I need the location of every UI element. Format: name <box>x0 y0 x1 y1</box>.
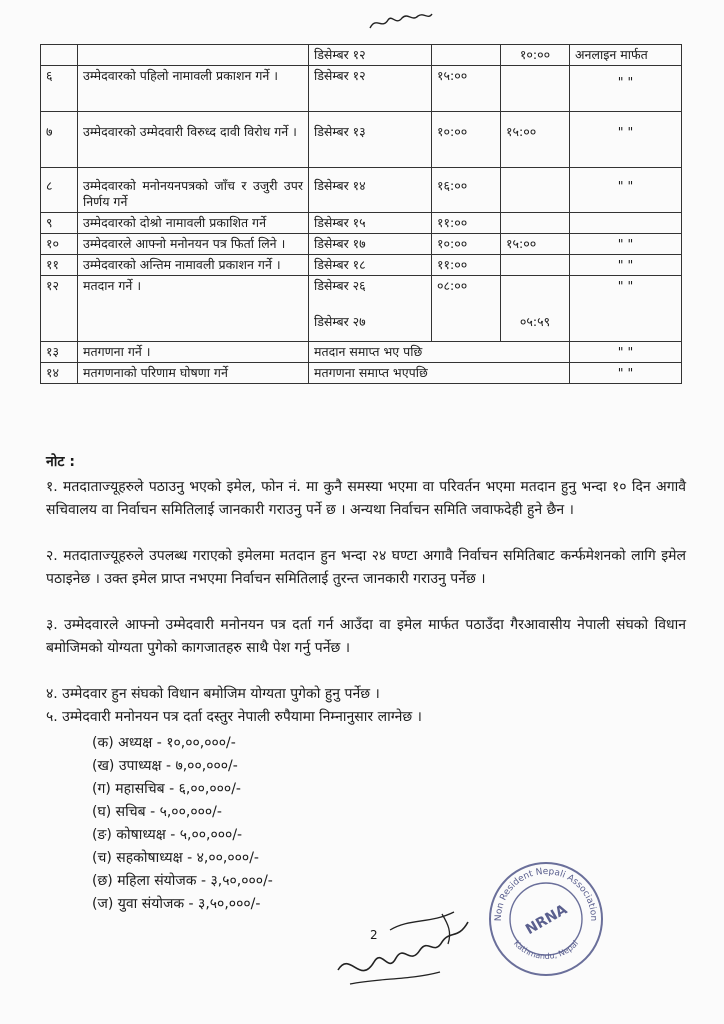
fee-item: (घ) सचिब - ५,००,०००/- <box>92 804 222 820</box>
row-remark <box>570 213 682 234</box>
row-time-start: १६:०० <box>432 168 501 213</box>
seal-bottom-text: Kathmandu, Nepal <box>511 938 581 961</box>
row-number <box>41 45 78 66</box>
row-activity: मतगणना गर्ने । <box>78 342 309 363</box>
voting-end-time: ०५:५९ <box>519 314 551 329</box>
row-remark: " " <box>570 342 682 363</box>
note-5: ५. उम्मेदवारी मनोनयन पत्र दर्ता दस्तुर नेपाली रुपैयामा निम्नानुसार लाग्नेछ । <box>46 709 422 725</box>
row-time-start: १०:०० <box>432 112 501 168</box>
row-time-note: मतगणना समाप्त भएपछि <box>309 363 570 384</box>
row-activity: मतदान गर्ने । <box>78 276 309 342</box>
table-row-count <box>41 342 682 363</box>
row-number: ७ <box>41 112 78 168</box>
fee-item: (ख) उपाध्यक्ष - ७,००,०००/- <box>92 758 238 774</box>
row-activity <box>78 45 309 66</box>
row-number: १३ <box>41 342 78 363</box>
row-date: डिसेम्बर १५ <box>309 213 432 234</box>
row-time-end <box>501 168 570 213</box>
seal-outer-text: Non Resident Nepali Association <box>493 866 599 922</box>
fee-item: (च) सहकोषाध्यक्ष - ४,००,०००/- <box>92 850 259 866</box>
row-number: १२ <box>41 276 78 342</box>
row-remark: अनलाइन मार्फत <box>570 45 682 66</box>
row-date: डिसेम्बर १२ <box>309 45 432 66</box>
fee-item: (ग) महासचिब - ६,००,०००/- <box>92 781 241 797</box>
table-row <box>41 255 682 276</box>
row-remark: " " <box>570 234 682 255</box>
row-date: डिसेम्बर १४ <box>309 168 432 213</box>
signature-initial <box>366 8 436 36</box>
row-time-end <box>501 213 570 234</box>
row-date: डिसेम्बर १२ <box>309 66 432 112</box>
row-activity: उम्मेदवारको मनोनयनपत्रको जाँच र उजुरी उपर निर्णय गर्ने <box>78 168 309 213</box>
note-1: १. मतदाताज्यूहरुले पठाउनु भएको इमेल, फोन नं. मा कुनै समस्या भएमा वा परिवर्तन भएमा मतदान हुनु भन्दा १० दिन अगावै सचिवालय वा निर्वाचन समितिलाई जानकारी गराउनु पर्ने छ । अन्यथा निर्वाचन समिति जवाफदेही हुने छैन । <box>46 479 686 518</box>
row-number: ६ <box>41 66 78 112</box>
row-remark: " " <box>570 255 682 276</box>
row-activity: मतगणनाको परिणाम घोषणा गर्ने <box>78 363 309 384</box>
note-4: ४. उम्मेदवार हुन संघको विधान बमोजिम योग्यता पुगेको हुनु पर्नेछ । <box>46 686 380 702</box>
fee-item: (छ) महिला संयोजक - ३,५०,०००/- <box>92 873 273 889</box>
fee-item: (ङ) कोषाध्यक्ष - ५,००,०००/- <box>92 827 243 843</box>
table-row <box>41 45 682 66</box>
row-activity: उम्मेदवारको दोश्रो नामावली प्रकाशित गर्ने <box>78 213 309 234</box>
svg-text:Kathmandu, Nepal <box>512 939 580 961</box>
table-row-result <box>41 363 682 384</box>
row-time-end <box>501 255 570 276</box>
row-time-start <box>432 45 501 66</box>
row-date: डिसेम्बर १७ <box>309 234 432 255</box>
table-row <box>41 213 682 234</box>
row-date: डिसेम्बर १३ <box>309 112 432 168</box>
table-row <box>41 234 682 255</box>
row-activity: उम्मेदवारको अन्तिम नामावली प्रकाशन गर्ने । <box>78 255 309 276</box>
row-time-start: ११:०० <box>432 213 501 234</box>
row-number: ८ <box>41 168 78 213</box>
row-time-note: मतदान समाप्त भए पछि <box>309 342 570 363</box>
election-schedule-table <box>40 44 682 384</box>
nrna-seal <box>487 860 605 978</box>
row-remark: " " <box>570 363 682 384</box>
row-time-end: १५:०० <box>501 234 570 255</box>
row-time-start: ०८:०० <box>432 276 501 342</box>
row-activity: उम्मेदवारले आफ्नो मनोनयन पत्र फिर्ता लिने । <box>78 234 309 255</box>
row-time-start: ११:०० <box>432 255 501 276</box>
row-remark: " " <box>570 168 682 213</box>
row-number: १० <box>41 234 78 255</box>
row-number: ११ <box>41 255 78 276</box>
row-date <box>309 276 432 342</box>
note-3: ३. उम्मेदवारले आफ्नो उम्मेदवारी मनोनयन पत्र दर्ता गर्न आउँदा वा इमेल मार्फत पठाउँदा गैरआवासीय नेपाली संघको विधान बमोजिमको योग्यता पुगेको कागजातहरु साथै पेश गर्नु पर्नेछ । <box>46 617 686 656</box>
row-remark: " " <box>570 276 682 342</box>
row-time-start: १५:०० <box>432 66 501 112</box>
notes-heading: नोट : <box>46 454 75 470</box>
row-remark: " " <box>570 66 682 112</box>
row-date: डिसेम्बर १८ <box>309 255 432 276</box>
row-time-end <box>501 66 570 112</box>
row-remark: " " <box>570 112 682 168</box>
table-row <box>41 66 682 112</box>
row-time-end: १५:०० <box>501 112 570 168</box>
fee-item: (ज) युवा संयोजक - ३,५०,०००/- <box>92 896 261 912</box>
row-activity: उम्मेदवारको पहिलो नामावली प्रकाशन गर्ने । <box>78 66 309 112</box>
table-row-voting <box>41 276 682 342</box>
row-time-end: १०:०० <box>501 45 570 66</box>
row-activity: उम्मेदवारको उम्मेदवारी विरुध्द दावी विरोध गर्ने । <box>78 112 309 168</box>
row-time-start: १०:०० <box>432 234 501 255</box>
signature <box>330 900 480 992</box>
voting-end-date: डिसेम्बर २७ <box>314 314 366 329</box>
table-row <box>41 112 682 168</box>
row-number: ९ <box>41 213 78 234</box>
voting-start-date: डिसेम्बर २६ <box>314 278 366 293</box>
row-time-end <box>501 276 570 342</box>
fee-item: (क) अध्यक्ष - १०,००,०००/- <box>92 735 236 751</box>
seal-inner-text: NRNA <box>522 901 571 939</box>
note-2: २. मतदाताज्यूहरुले उपलब्ध गराएको इमेलमा मतदान हुन भन्दा २४ घण्टा अगावै निर्वाचन समितिबाट कर्न्फमेशनको लागि इमेल पठाइनेछ । उक्त इमेल प्राप्त नभएमा निर्वाचन समितिलाई तुरन्त जानकारी गराउनु पर्नेछ । <box>46 548 686 587</box>
row-number: १४ <box>41 363 78 384</box>
table-row <box>41 168 682 213</box>
page-number: 2 <box>370 928 378 942</box>
